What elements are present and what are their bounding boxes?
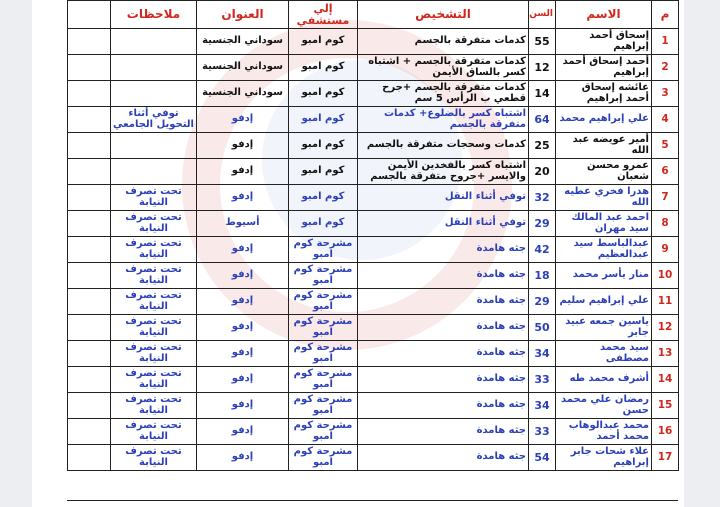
cell-empty <box>68 445 111 471</box>
cell-name: أحمد إسحاق أحمد إبراهيم <box>556 55 652 81</box>
cell-name: علاء شحات جابر إبراهيم <box>556 445 652 471</box>
cell-num: 16 <box>652 419 679 445</box>
cell-diagnosis: كدمات متفرقة بالجسم + اشتباه كسر بالساق الأيمن <box>358 55 529 81</box>
cell-diagnosis: كدمات وسحجات متفرقة بالجسم <box>358 133 529 159</box>
cell-name: رمضان علي محمد حسن <box>556 393 652 419</box>
cell-name: علي إبراهيم سليم <box>556 289 652 315</box>
cell-name: عبدالباسط سيد عبدالعظيم <box>556 237 652 263</box>
cell-hospital: مشرحة كوم امبو <box>289 367 358 393</box>
cell-diagnosis: جثه هامدة <box>358 289 529 315</box>
cell-empty <box>68 133 111 159</box>
cell-empty <box>68 393 111 419</box>
cell-name: علي إبراهيم محمد <box>556 107 652 133</box>
cell-notes: تحت تصرف النيابة <box>111 393 197 419</box>
cell-diagnosis: كدمات متفرقة بالجسم +جرح قطعي ب الرأس 5 سم <box>358 81 529 107</box>
cell-empty <box>68 107 111 133</box>
table-row <box>68 341 679 367</box>
cell-notes: تحت تصرف النيابة <box>111 263 197 289</box>
cell-num: 1 <box>652 29 679 55</box>
cell-age: 20 <box>529 159 556 185</box>
cell-empty <box>68 341 111 367</box>
cell-hospital: كوم امبو <box>289 133 358 159</box>
cell-name: عائشه إسحاق أحمد إبراهيم <box>556 81 652 107</box>
cell-age: 33 <box>529 419 556 445</box>
cell-notes: تحت تصرف النيابة <box>111 445 197 471</box>
cell-hospital: مشرحة كوم امبو <box>289 419 358 445</box>
table-row <box>68 419 679 445</box>
cell-diagnosis: جثه هامدة <box>358 419 529 445</box>
cell-notes: تحت تصرف النيابة <box>111 185 197 211</box>
header-notes: ملاحظات <box>111 1 197 29</box>
cell-address: إدفو <box>197 419 289 445</box>
cell-notes: تحت تصرف النيابة <box>111 341 197 367</box>
cell-address: إدفو <box>197 393 289 419</box>
cell-notes: تحت تصرف النيابة <box>111 237 197 263</box>
cell-name: منار يأسر محمد <box>556 263 652 289</box>
cell-num: 6 <box>652 159 679 185</box>
cell-diagnosis: جثه هامدة <box>358 445 529 471</box>
cell-hospital: مشرحة كوم امبو <box>289 445 358 471</box>
cell-hospital: مشرحة كوم امبو <box>289 315 358 341</box>
cell-num: 5 <box>652 133 679 159</box>
cell-hospital: مشرحة كوم امبو <box>289 393 358 419</box>
cell-hospital: مشرحة كوم امبو <box>289 341 358 367</box>
cell-notes: توفي أثناء التحويل الجامعي <box>111 107 197 133</box>
cell-name: عمرو محسن شعبان <box>556 159 652 185</box>
cell-hospital: كوم امبو <box>289 211 358 237</box>
cell-address: سوداني الجنسية <box>197 29 289 55</box>
document-sheet <box>32 0 684 507</box>
cell-hospital: كوم امبو <box>289 185 358 211</box>
header-name: الاسم <box>556 1 652 29</box>
cell-age: 12 <box>529 55 556 81</box>
cell-address: إدفو <box>197 133 289 159</box>
cell-empty <box>68 289 111 315</box>
cell-hospital: مشرحة كوم امبو <box>289 263 358 289</box>
cell-notes: تحت تصرف النيابة <box>111 315 197 341</box>
cell-empty <box>68 237 111 263</box>
cell-num: 14 <box>652 367 679 393</box>
cell-notes: تحت تصرف النيابة <box>111 289 197 315</box>
cell-name: ياسين جمعه عبيد جابر <box>556 315 652 341</box>
cell-empty <box>68 211 111 237</box>
cell-num: 10 <box>652 263 679 289</box>
cell-age: 55 <box>529 29 556 55</box>
table-row <box>68 211 679 237</box>
cell-address: إدفو <box>197 289 289 315</box>
cell-notes: تحت تصرف النيابة <box>111 211 197 237</box>
header-row <box>68 1 679 29</box>
table-row <box>68 81 679 107</box>
cell-address: سوداني الجنسية <box>197 81 289 107</box>
empty-column <box>68 1 111 29</box>
cell-hospital: كوم امبو <box>289 81 358 107</box>
cell-hospital: كوم امبو <box>289 29 358 55</box>
cell-num: 4 <box>652 107 679 133</box>
header-num: م <box>652 1 679 29</box>
cell-hospital: كوم امبو <box>289 107 358 133</box>
cell-diagnosis: جثه هامدة <box>358 315 529 341</box>
cell-address: إدفو <box>197 185 289 211</box>
cell-name: إسحاق أحمد إبراهيم <box>556 29 652 55</box>
header-address: العنوان <box>197 1 289 29</box>
casualty-table <box>67 0 679 471</box>
cell-notes <box>111 81 197 107</box>
cell-address: أسيوط <box>197 211 289 237</box>
table-row <box>68 185 679 211</box>
cell-diagnosis: جثه هامدة <box>358 237 529 263</box>
cell-empty <box>68 29 111 55</box>
cell-age: 32 <box>529 185 556 211</box>
header-hospital: إلي مستشفي <box>289 1 358 29</box>
cell-address: سوداني الجنسية <box>197 55 289 81</box>
cell-address: إدفو <box>197 367 289 393</box>
header-age: السن <box>529 1 556 29</box>
cell-num: 15 <box>652 393 679 419</box>
cell-empty <box>68 315 111 341</box>
cell-age: 54 <box>529 445 556 471</box>
table-row <box>68 367 679 393</box>
cell-num: 2 <box>652 55 679 81</box>
cell-name: أمير عويضه عبد الله <box>556 133 652 159</box>
cell-address: إدفو <box>197 263 289 289</box>
table-row <box>68 55 679 81</box>
cell-empty <box>68 185 111 211</box>
cell-age: 29 <box>529 289 556 315</box>
cell-age: 42 <box>529 237 556 263</box>
cell-empty <box>68 159 111 185</box>
cell-diagnosis: توفي أثناء النقل <box>358 211 529 237</box>
cell-diagnosis: جثه هامدة <box>358 393 529 419</box>
cell-notes <box>111 29 197 55</box>
table-row <box>68 445 679 471</box>
cell-age: 25 <box>529 133 556 159</box>
cell-address: إدفو <box>197 341 289 367</box>
cell-notes <box>111 133 197 159</box>
cell-name: هدرا فخري عطيه الله <box>556 185 652 211</box>
cell-notes: تحت تصرف النيابة <box>111 367 197 393</box>
cell-diagnosis: جثه هامدة <box>358 341 529 367</box>
cell-name: احمد عبد المالك سيد مهران <box>556 211 652 237</box>
cell-hospital: كوم امبو <box>289 55 358 81</box>
cell-num: 9 <box>652 237 679 263</box>
cell-name: أشرف محمد طه <box>556 367 652 393</box>
table-row <box>68 393 679 419</box>
cell-hospital: مشرحة كوم امبو <box>289 237 358 263</box>
cell-age: 34 <box>529 393 556 419</box>
cell-empty <box>68 55 111 81</box>
cell-num: 7 <box>652 185 679 211</box>
cell-notes <box>111 159 197 185</box>
cell-diagnosis: كدمات متفرقة بالجسم <box>358 29 529 55</box>
cell-diagnosis: توفي أثناء النقل <box>358 185 529 211</box>
cell-num: 11 <box>652 289 679 315</box>
table-row <box>68 107 679 133</box>
cell-num: 3 <box>652 81 679 107</box>
table-row <box>68 289 679 315</box>
cell-hospital: كوم امبو <box>289 159 358 185</box>
table-row <box>68 29 679 55</box>
cell-address: إدفو <box>197 445 289 471</box>
cell-empty <box>68 367 111 393</box>
cell-diagnosis: اشتباه كسر بالفخدين الأيمن والايسر +جروح متفرقة بالجسم <box>358 159 529 185</box>
cell-num: 12 <box>652 315 679 341</box>
cell-age: 29 <box>529 211 556 237</box>
cell-address: إدفو <box>197 159 289 185</box>
cell-empty <box>68 81 111 107</box>
cell-address: إدفو <box>197 237 289 263</box>
cell-num: 13 <box>652 341 679 367</box>
table-bottom-border <box>67 500 678 501</box>
cell-address: إدفو <box>197 107 289 133</box>
cell-diagnosis: اشتباه كسر بالضلوع+ كدمات متفرقة بالجسم <box>358 107 529 133</box>
cell-name: محمد عبدالوهاب محمد أحمد <box>556 419 652 445</box>
table-row <box>68 237 679 263</box>
cell-notes <box>111 55 197 81</box>
cell-age: 18 <box>529 263 556 289</box>
cell-notes: تحت تصرف النيابة <box>111 419 197 445</box>
cell-age: 50 <box>529 315 556 341</box>
table-body <box>68 29 679 471</box>
cell-num: 8 <box>652 211 679 237</box>
table-row <box>68 133 679 159</box>
cell-address: إدفو <box>197 315 289 341</box>
cell-diagnosis: جثه هامدة <box>358 263 529 289</box>
header-diagnosis: التشخيص <box>358 1 529 29</box>
cell-age: 14 <box>529 81 556 107</box>
cell-age: 34 <box>529 341 556 367</box>
cell-age: 64 <box>529 107 556 133</box>
table-row <box>68 315 679 341</box>
cell-name: سيد محمد مصطفى <box>556 341 652 367</box>
table-row <box>68 159 679 185</box>
cell-empty <box>68 419 111 445</box>
cell-num: 17 <box>652 445 679 471</box>
cell-empty <box>68 263 111 289</box>
cell-hospital: مشرحة كوم امبو <box>289 289 358 315</box>
cell-age: 33 <box>529 367 556 393</box>
table-row <box>68 263 679 289</box>
cell-diagnosis: جثه هامدة <box>358 367 529 393</box>
